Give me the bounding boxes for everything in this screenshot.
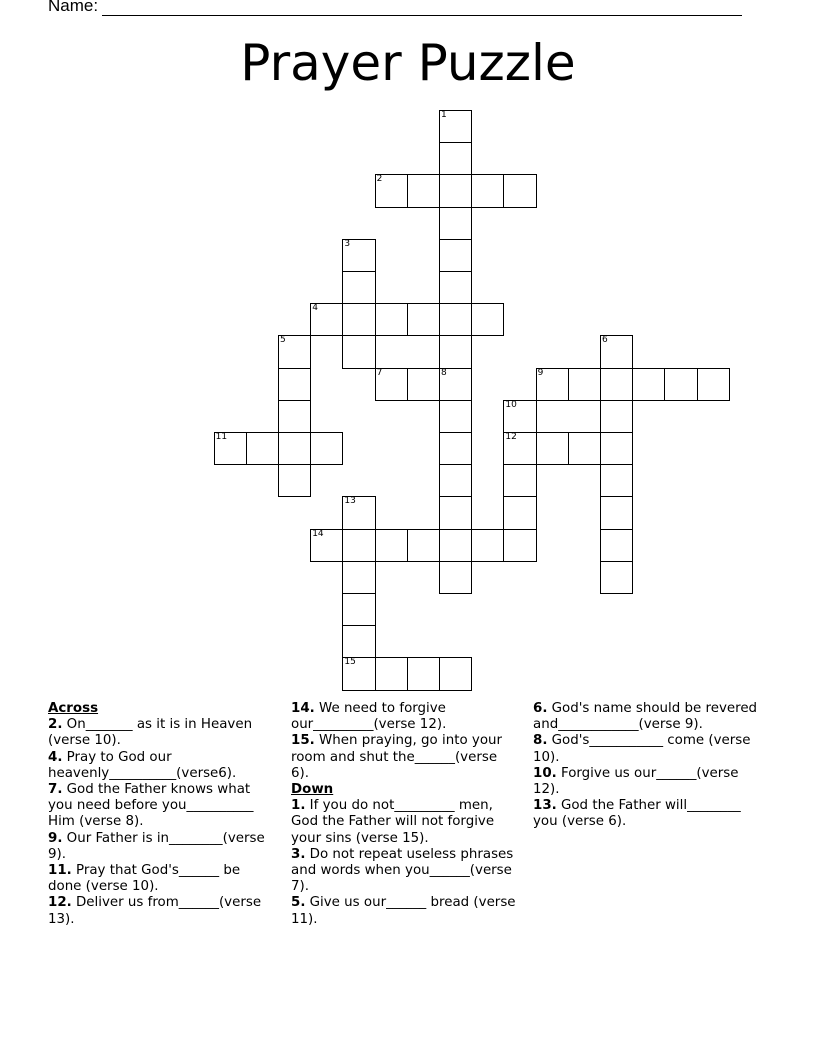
grid-cell[interactable] — [278, 400, 311, 433]
clues-column-3 — [533, 701, 759, 831]
across-clue — [48, 717, 274, 749]
grid-cell[interactable] — [439, 561, 472, 594]
grid-cell[interactable] — [600, 561, 633, 594]
clue-number: 10. — [533, 765, 557, 781]
grid-cell[interactable] — [310, 303, 343, 336]
grid-cell[interactable] — [439, 400, 472, 433]
cell-number: 3 — [344, 238, 351, 249]
grid-cell[interactable] — [439, 303, 472, 336]
clue-text: Give us our______ bread (verse 11). — [291, 895, 516, 927]
grid-cell[interactable] — [439, 271, 472, 304]
clue-number: 5. — [291, 895, 306, 911]
cell-number: 8 — [441, 367, 447, 378]
clue-number: 4. — [48, 749, 63, 765]
across-clue — [48, 831, 274, 863]
cell-number: 1 — [441, 110, 447, 120]
grid-cell[interactable] — [664, 368, 697, 401]
cell-number: 4 — [312, 303, 318, 314]
clue-number: 7. — [48, 782, 63, 798]
grid-cell[interactable] — [342, 303, 375, 336]
grid-cell[interactable] — [600, 368, 633, 401]
clue-number: 13. — [533, 798, 557, 814]
grid-cell[interactable] — [600, 529, 633, 562]
grid-cell[interactable] — [439, 142, 472, 175]
grid-cell[interactable] — [439, 239, 472, 272]
across-clues-part1 — [48, 717, 274, 928]
clue-number: 15. — [291, 733, 315, 749]
cell-number: 2 — [376, 174, 383, 185]
grid-cell[interactable] — [375, 529, 408, 562]
clue-text: If you do not_________ men, God the Father will not forgive your sins (verse 15). — [291, 798, 495, 846]
grid-cell[interactable] — [600, 432, 633, 465]
grid-cell[interactable] — [439, 174, 472, 207]
clue-text: Pray that God's______ be done (verse 10). — [48, 863, 241, 895]
down-clue — [533, 701, 759, 733]
grid-cell[interactable] — [503, 529, 536, 562]
clue-text: We need to forgive our_________(verse 12). — [291, 701, 447, 733]
grid-cell[interactable] — [342, 271, 375, 304]
grid-cell[interactable] — [278, 464, 311, 497]
clue-number: 12. — [48, 895, 72, 911]
down-clue — [533, 766, 759, 798]
cell-number: 10 — [505, 399, 517, 410]
grid-cell[interactable] — [278, 335, 311, 368]
across-clue — [48, 782, 274, 831]
grid-cell[interactable] — [342, 657, 375, 690]
grid-cell[interactable] — [503, 432, 536, 465]
cell-number: 12 — [505, 432, 517, 442]
grid-cell[interactable] — [600, 400, 633, 433]
grid-cell[interactable] — [407, 174, 440, 207]
across-clue — [291, 733, 517, 782]
grid-cell[interactable] — [439, 207, 472, 240]
grid-cell[interactable] — [439, 657, 472, 690]
grid-cell[interactable] — [342, 496, 375, 529]
grid-cell[interactable] — [439, 496, 472, 529]
grid-cell[interactable] — [503, 400, 536, 433]
clue-text: Deliver us from______(verse 13). — [48, 895, 262, 927]
grid-cell[interactable] — [375, 657, 408, 690]
grid-cell[interactable] — [439, 110, 472, 143]
grid-cell[interactable] — [246, 432, 279, 465]
grid-cell[interactable] — [503, 496, 536, 529]
grid-cell[interactable] — [342, 593, 375, 626]
across-clue — [291, 701, 517, 733]
across-clue — [48, 750, 274, 782]
grid-cell[interactable] — [310, 529, 343, 562]
grid-cell[interactable] — [471, 529, 504, 562]
clues-column-1 — [48, 701, 274, 928]
clue-text: God the Father will________ you (verse 6). — [533, 798, 741, 830]
grid-cell[interactable] — [375, 174, 408, 207]
down-clues-part1 — [291, 798, 517, 928]
grid-cell[interactable] — [600, 335, 633, 368]
grid-cell[interactable] — [439, 368, 472, 401]
down-clues-part2 — [533, 701, 759, 831]
grid-cell[interactable] — [439, 529, 472, 562]
clue-number: 14. — [291, 701, 315, 716]
cell-number: 5 — [280, 335, 286, 346]
clue-text: Our Father is in________(verse 9). — [48, 830, 265, 862]
grid-cell[interactable] — [342, 335, 375, 368]
clue-text: Pray to God our heavenly__________(verse6). — [48, 749, 237, 781]
clue-text: God's___________ come (verse 10). — [533, 733, 751, 765]
down-clue — [533, 798, 759, 830]
grid-cell[interactable] — [503, 464, 536, 497]
grid-cell[interactable] — [278, 368, 311, 401]
across-clue — [48, 895, 274, 927]
clue-number: 2. — [48, 717, 63, 733]
down-clue — [533, 733, 759, 765]
grid-cell[interactable] — [342, 625, 375, 658]
clue-number: 3. — [291, 846, 306, 862]
clue-number: 11. — [48, 863, 72, 879]
cell-number: 7 — [376, 367, 383, 378]
cell-number: 13 — [344, 496, 356, 507]
grid-cell[interactable] — [536, 432, 569, 465]
cell-number: 11 — [215, 432, 228, 442]
grid-cell[interactable] — [407, 303, 440, 336]
clue-number: 9. — [48, 830, 63, 846]
down-clue — [291, 895, 517, 927]
clue-number: 1. — [291, 798, 306, 814]
grid-cell[interactable] — [407, 657, 440, 690]
grid-cell[interactable] — [568, 368, 601, 401]
down-heading: Down — [291, 782, 334, 798]
cell-number: 6 — [602, 335, 608, 346]
cell-number: 14 — [312, 528, 324, 539]
grid-cell[interactable] — [407, 368, 440, 401]
grid-cell[interactable] — [342, 239, 375, 272]
name-label: Name: — [48, 0, 99, 15]
grid-cell[interactable] — [375, 368, 408, 401]
cell-number: 9 — [537, 367, 544, 378]
grid-cell[interactable] — [600, 496, 633, 529]
grid-cell[interactable] — [600, 464, 633, 497]
across-heading: Across — [48, 701, 99, 716]
clues-column-2 — [291, 701, 517, 928]
down-clue — [291, 798, 517, 847]
grid-cell[interactable] — [439, 464, 472, 497]
clue-number: 8. — [533, 733, 548, 749]
down-clue — [291, 847, 517, 896]
grid-cell[interactable] — [342, 561, 375, 594]
clue-text: God the Father knows what you need before you__________ Him (verse 8). — [48, 782, 254, 830]
grid-cell[interactable] — [439, 335, 472, 368]
grid-cell[interactable] — [439, 432, 472, 465]
grid-cell[interactable] — [568, 432, 601, 465]
across-clue — [48, 863, 274, 895]
across-clues-part2 — [291, 701, 517, 782]
grid-cell[interactable] — [503, 174, 536, 207]
grid-cell[interactable] — [471, 174, 504, 207]
clue-text: Forgive us our______(verse 12). — [533, 765, 739, 798]
clue-text: On_______ as it is in Heaven (verse 10). — [48, 717, 253, 749]
clue-text: God's name should be revered and____________(verse 9). — [533, 701, 758, 733]
clue-text: When praying, go into your room and shut the______(verse 6). — [291, 733, 503, 781]
grid-cell[interactable] — [342, 529, 375, 562]
grid-cell[interactable] — [536, 368, 569, 401]
grid-cell[interactable] — [471, 303, 504, 336]
clue-text: Do not repeat useless phrases and words when you______(verse 7). — [291, 846, 514, 895]
grid-cell[interactable] — [310, 432, 343, 465]
grid-cell[interactable] — [375, 303, 408, 336]
grid-cell[interactable] — [632, 368, 665, 401]
cell-number: 15 — [344, 657, 356, 668]
grid-cell[interactable] — [278, 432, 311, 465]
clue-number: 6. — [533, 701, 548, 716]
page-title: Prayer Puzzle — [240, 34, 576, 92]
grid-cell[interactable] — [214, 432, 247, 465]
grid-cell[interactable] — [407, 529, 440, 562]
grid-cell[interactable] — [697, 368, 730, 401]
